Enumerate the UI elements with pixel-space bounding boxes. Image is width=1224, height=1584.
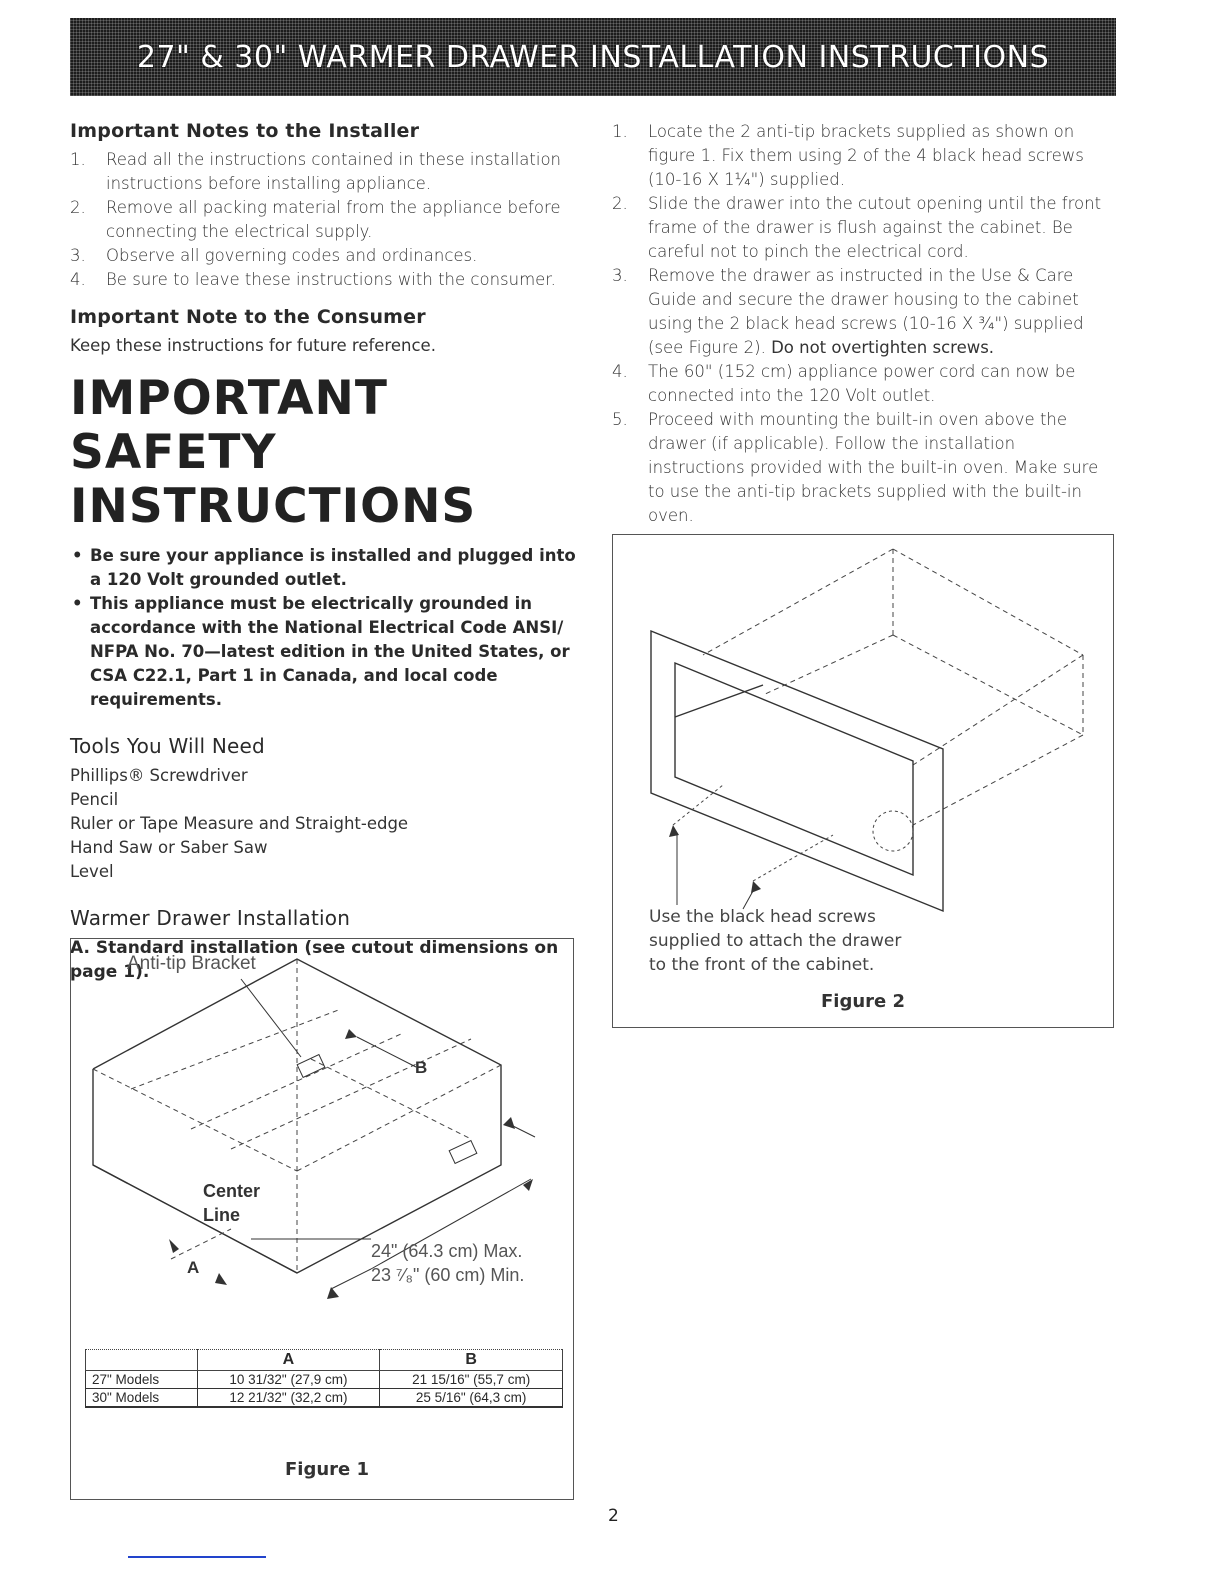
table-cell: 10 31/32" (27,9 cm) bbox=[197, 1371, 380, 1389]
dimension-b-label: B bbox=[415, 1058, 428, 1077]
tool-item: Ruler or Tape Measure and Straight-edge bbox=[70, 814, 409, 833]
center-line-label-2: Line bbox=[203, 1205, 241, 1225]
arrow-a-start bbox=[169, 1239, 179, 1253]
title-banner bbox=[70, 18, 1116, 96]
dimensions-table bbox=[85, 1349, 563, 1408]
table-header-cell bbox=[86, 1350, 198, 1371]
tool-item: Hand Saw or Saber Saw bbox=[70, 838, 268, 857]
list-item: 1. Read all the instructions contained in these installation instructions before installing appliance. bbox=[70, 150, 561, 193]
page-number: 2 bbox=[608, 1506, 619, 1526]
installation-subheading: A. Standard installation (see cutout dimensions on page 1). bbox=[70, 938, 559, 982]
consumer-note-text: Keep these instructions for future reference. bbox=[70, 336, 436, 355]
table-cell: 12 21/32" (32,2 cm) bbox=[197, 1389, 380, 1408]
tools-heading: Tools You Will Need bbox=[70, 734, 265, 758]
figure-2-note: Use the black head screws supplied to attach the drawer to the front of the cabinet. bbox=[649, 907, 902, 975]
figure-1-diagram bbox=[71, 939, 573, 1339]
tool-item: Pencil bbox=[70, 790, 119, 809]
installation-steps bbox=[612, 120, 1114, 528]
list-item: 2. Remove all packing material from the appliance before connecting the electrical supply. bbox=[70, 198, 561, 241]
tool-item: Level bbox=[70, 862, 114, 881]
anti-tip-bracket-1 bbox=[297, 1055, 325, 1078]
min-depth-label: 23 ⁷⁄₈" (60 cm) Min. bbox=[371, 1265, 525, 1285]
list-item: 3. Observe all governing codes and ordinances. bbox=[70, 246, 478, 265]
tool-item: Phillips® Screwdriver bbox=[70, 766, 248, 785]
installer-notes-list bbox=[70, 148, 576, 292]
table-cell: 27" Models bbox=[86, 1371, 198, 1389]
left-column bbox=[70, 120, 576, 984]
arrow-depth-start bbox=[327, 1287, 339, 1299]
list-item: • This appliance must be electrically grounded in accordance with the National Electrical Code ANSI/ NFPA No. 70—latest edition in the United States, or CSA C22.1, Part 1 in Canada, and local code requirements. bbox=[70, 592, 576, 712]
safety-heading: IMPORTANT SAFETY INSTRUCTIONS bbox=[70, 371, 477, 534]
table-row bbox=[86, 1389, 563, 1408]
installation-heading: Warmer Drawer Installation bbox=[70, 906, 351, 930]
installer-notes-heading: Important Notes to the Installer bbox=[70, 120, 420, 142]
bracket-leader bbox=[241, 979, 301, 1057]
consumer-note-heading: Important Note to the Consumer bbox=[70, 306, 426, 328]
list-item: 2. Slide the drawer into the cutout opening until the front frame of the drawer is flush against the cabinet. Be careful not to pinch the electrical cord. bbox=[612, 194, 1102, 261]
arrow-b-end bbox=[503, 1117, 515, 1129]
table-cell: 30" Models bbox=[86, 1389, 198, 1408]
anti-tip-bracket-label: Anti-tip Bracket bbox=[127, 953, 256, 974]
list-item: 4. Be sure to leave these instructions with the consumer. bbox=[70, 270, 556, 289]
list-item: 3. Remove the drawer as instructed in the Use & Care Guide and secure the drawer housing to the cabinet using the 2 black head screws (10-16 X ¾") supplied (see Figure 2). Do not overtighten screws. bbox=[612, 266, 1084, 357]
list-item: 1. Locate the 2 anti-tip brackets supplied as shown on figure 1. Fix them using 2 of the 4 black head screws (10-16 X 1¼") supplied. bbox=[612, 122, 1084, 189]
table-header-cell: A bbox=[197, 1350, 380, 1371]
figure-1-caption: Figure 1 bbox=[285, 1459, 370, 1480]
safety-list bbox=[70, 544, 576, 712]
control-knob bbox=[873, 811, 913, 851]
arrow-b-start bbox=[345, 1029, 357, 1039]
max-depth-label: 24" (64.3 cm) Max. bbox=[371, 1241, 523, 1261]
list-item: 5. Proceed with mounting the built-in oven above the drawer (if applicable). Follow the installation instructions provided with the built-in oven. Make sure to use the anti-tip brackets supplied with the built-in oven. bbox=[612, 410, 1099, 525]
figure-2-caption: Figure 2 bbox=[821, 991, 906, 1012]
list-item: • Be sure your appliance is installed and plugged into a 120 Volt grounded outlet. bbox=[70, 544, 576, 592]
table-header-row bbox=[86, 1350, 563, 1371]
tools-section bbox=[70, 734, 576, 884]
arrow-a-end bbox=[215, 1273, 227, 1285]
table-header-cell: B bbox=[380, 1350, 563, 1371]
figure-1 bbox=[70, 938, 574, 1500]
warning-text: Do not overtighten screws. bbox=[771, 338, 995, 357]
list-item: 4. The 60" (152 cm) appliance power cord can now be connected into the 120 Volt outlet. bbox=[612, 362, 1076, 405]
center-line-label-1: Center bbox=[203, 1181, 261, 1201]
figure-2 bbox=[612, 534, 1114, 1028]
table-cell: 21 15/16" (55,7 cm) bbox=[380, 1371, 563, 1389]
table-cell: 25 5/16" (64,3 cm) bbox=[380, 1389, 563, 1408]
table-row bbox=[86, 1371, 563, 1389]
right-column bbox=[612, 120, 1114, 528]
figure-2-diagram bbox=[613, 535, 1113, 915]
anti-tip-bracket-2 bbox=[449, 1141, 477, 1164]
dimension-a-label: A bbox=[187, 1258, 200, 1277]
banner-title: 27" & 30" WARMER DRAWER INSTALLATION INSTRUCTIONS bbox=[136, 39, 1050, 75]
footer-rule bbox=[128, 1556, 266, 1558]
